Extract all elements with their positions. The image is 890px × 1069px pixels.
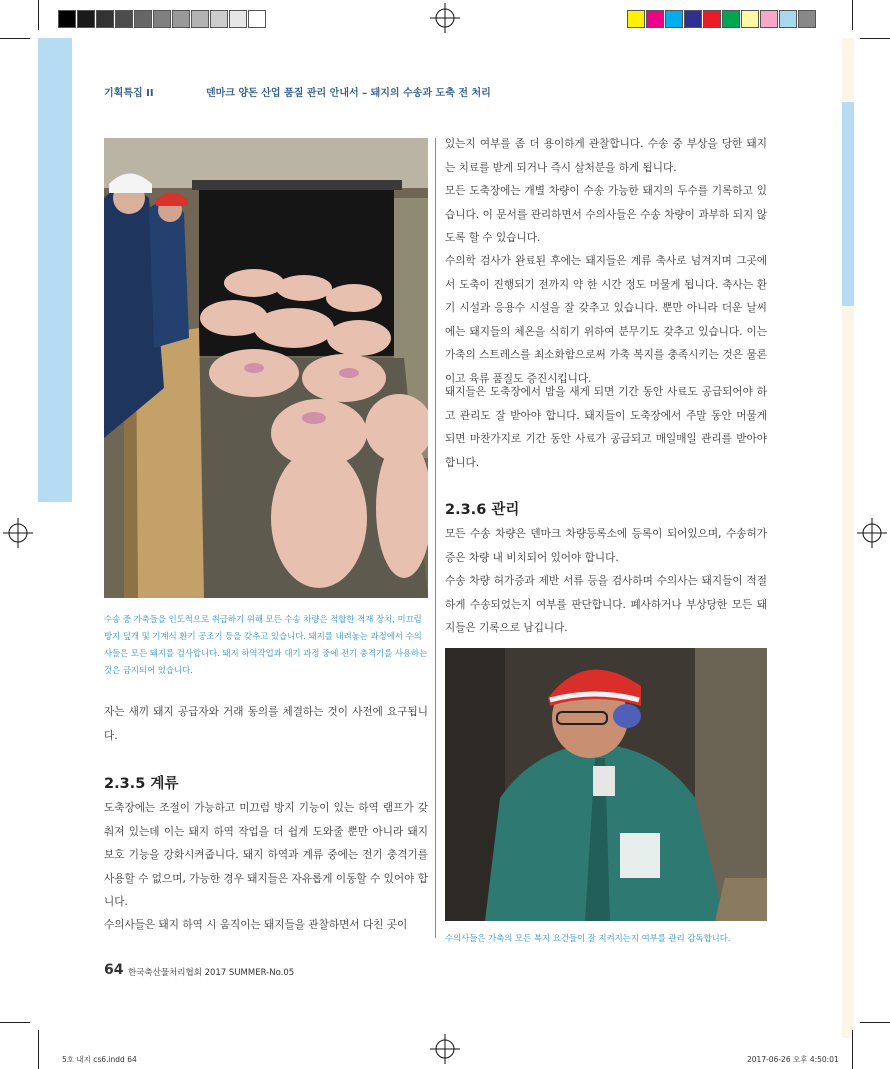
- crop-mark: [852, 0, 853, 30]
- photo-caption-left: 수송 중 가축들을 인도적으로 취급하기 위해 모든 수송 차량은 적합한 적재 장치, 미끄럼 방지 덮개 및 기계식 환기 공조기 등을 갖추고 있습니다. 돼지를 내려놓는 과정에서 수의사들은 모든 돼지를 검사합니다. 돼지 하역작업과 대기 과정 중에 전기 충격기를 사용하는 것은 금지되어 있습니다.: [104, 614, 428, 675]
- color-swatch: [798, 10, 816, 28]
- gray-swatch: [115, 10, 133, 28]
- gray-swatch: [77, 10, 95, 28]
- registration-mark-icon: [3, 518, 33, 548]
- right-paragraph-4: 돼지들은 도축장에서 밤을 새게 되면 기간 동안 사료도 공급되어야 하고 관리도 잘 받아야 합니다. 돼지들이 도축장에서 주말 동안 머물게 되면 마찬가지로 기간 동안 사료가 공급되고 매일매일 관리를 받아야 합니다.: [445, 386, 767, 469]
- right-paragraph-3: 수의학 검사가 완료된 후에는 돼지들은 계류 축사로 넘겨지며 그곳에서 도축이 진행되기 전까지 약 한 시간 정도 머물게 됩니다. 축사는 환기 시설과 응용수 시설을 잘 갖추고 있습니다. 뿐만 아니라 더운 날씨에는 돼지들의 체온을 식히기 위하여 분무기도 갖추고 있습니다. 이는 가축의 스트레스를 최소화함으로써 가축 복지를 충족시키는 것은 물론이고 육류 품질도 증진시킵니다.: [445, 255, 767, 385]
- gray-swatch: [210, 10, 228, 28]
- registration-mark-icon: [857, 518, 887, 548]
- left-paragraph-last: 수의사들은 돼지 하역 시 움직이는 돼지들을 관찰하면서 다친 곳이: [104, 919, 408, 931]
- crop-mark: [852, 1030, 853, 1069]
- color-swatch: [779, 10, 797, 28]
- section-heading-2-3-5: 2.3.5 계류: [104, 776, 179, 792]
- right-paragraph-5: 모든 수송 차량은 덴마크 차량등록소에 등록이 되어있으며, 수송허가증은 차량 내 비치되어 있어야 합니다.: [445, 528, 767, 564]
- gray-swatch: [134, 10, 152, 28]
- right-paragraph-2: 모든 도축장에는 개별 차량이 수송 가능한 돼지의 두수를 기록하고 있습니다. 이 문서를 관리하면서 수의사들은 수송 차량이 과부하 되지 않도록 할 수 있습니다.: [445, 185, 767, 245]
- section-heading-2-3-6: 2.3.6 관리: [445, 502, 520, 518]
- crop-mark: [0, 1022, 30, 1023]
- color-swatch: [722, 10, 740, 28]
- crop-mark: [38, 0, 39, 30]
- color-swatch: [703, 10, 721, 28]
- color-swatch: [741, 10, 759, 28]
- gray-swatch: [153, 10, 171, 28]
- color-swatch: [665, 10, 683, 28]
- running-header-title: 덴마크 양돈 산업 품질 관리 안내서 – 돼지의 수송과 도축 전 처리: [206, 88, 491, 99]
- photo-caption-right: 수의사들은 가축의 모든 복지 요건들이 잘 지켜지는지 여부를 관리 감독합니다.: [445, 933, 731, 943]
- registration-mark-icon: [430, 1034, 460, 1064]
- color-swatch: [627, 10, 645, 28]
- color-swatch: [684, 10, 702, 28]
- color-swatch: [646, 10, 664, 28]
- right-color-band: [842, 102, 854, 306]
- file-slug: 5호 내지 cs6.indd 64: [62, 1055, 137, 1064]
- publication-name: 한국축산물처리협회 2017 SUMMER-No.05: [128, 968, 295, 978]
- gray-swatch: [96, 10, 114, 28]
- gray-swatch: [248, 10, 266, 28]
- print-timestamp: 2017-06-26 오후 4:50:01: [747, 1055, 839, 1064]
- registration-mark-icon: [430, 3, 460, 33]
- crop-mark: [860, 38, 890, 39]
- page-number: 64: [104, 962, 124, 978]
- left-paragraph-continued: 자는 새끼 돼지 공급자와 거래 동의를 체결하는 것이 사전에 요구됩니다.: [104, 706, 428, 742]
- gray-swatch: [58, 10, 76, 28]
- left-paragraph-body: 도축장에는 조절이 가능하고 미끄럼 방지 기능이 있는 하역 램프가 갖춰져 있는데 이는 돼지 하역 작업을 더 쉽게 도와줄 뿐만 아니라 돼지 보호 기능을 강화시켜줍니다. 돼지 하역과 계류 중에는 전기 충격기를 사용할 수 없으며, 가능한 경우 돼지들은 자유롭게 이동할 수 있어야 합니다.: [104, 802, 428, 909]
- photo-pigs-unloading: [104, 138, 428, 598]
- right-paragraph-1: 있는지 여부를 좀 더 용이하게 관찰합니다. 수송 중 부상을 당한 돼지는 치료를 받게 되거나 즉시 살처분을 하게 됩니다.: [445, 138, 767, 174]
- gray-swatch: [229, 10, 247, 28]
- section-label: 기획특집 II: [104, 88, 154, 99]
- gray-swatch: [172, 10, 190, 28]
- crop-mark: [0, 38, 30, 39]
- gray-swatch: [191, 10, 209, 28]
- crop-mark: [860, 1022, 890, 1023]
- column-divider: [435, 138, 436, 938]
- photo-veterinarian: [445, 648, 767, 921]
- right-paragraph-6: 수송 차량 허가증과 제반 서류 등을 검사하며 수의사는 돼지들이 적절하게 수송되었는지 여부를 판단합니다. 폐사하거나 부상당한 모든 돼지들은 기록으로 남깁니다.: [445, 575, 767, 635]
- crop-mark: [38, 1030, 39, 1069]
- left-color-band: [38, 38, 72, 502]
- color-swatch: [760, 10, 778, 28]
